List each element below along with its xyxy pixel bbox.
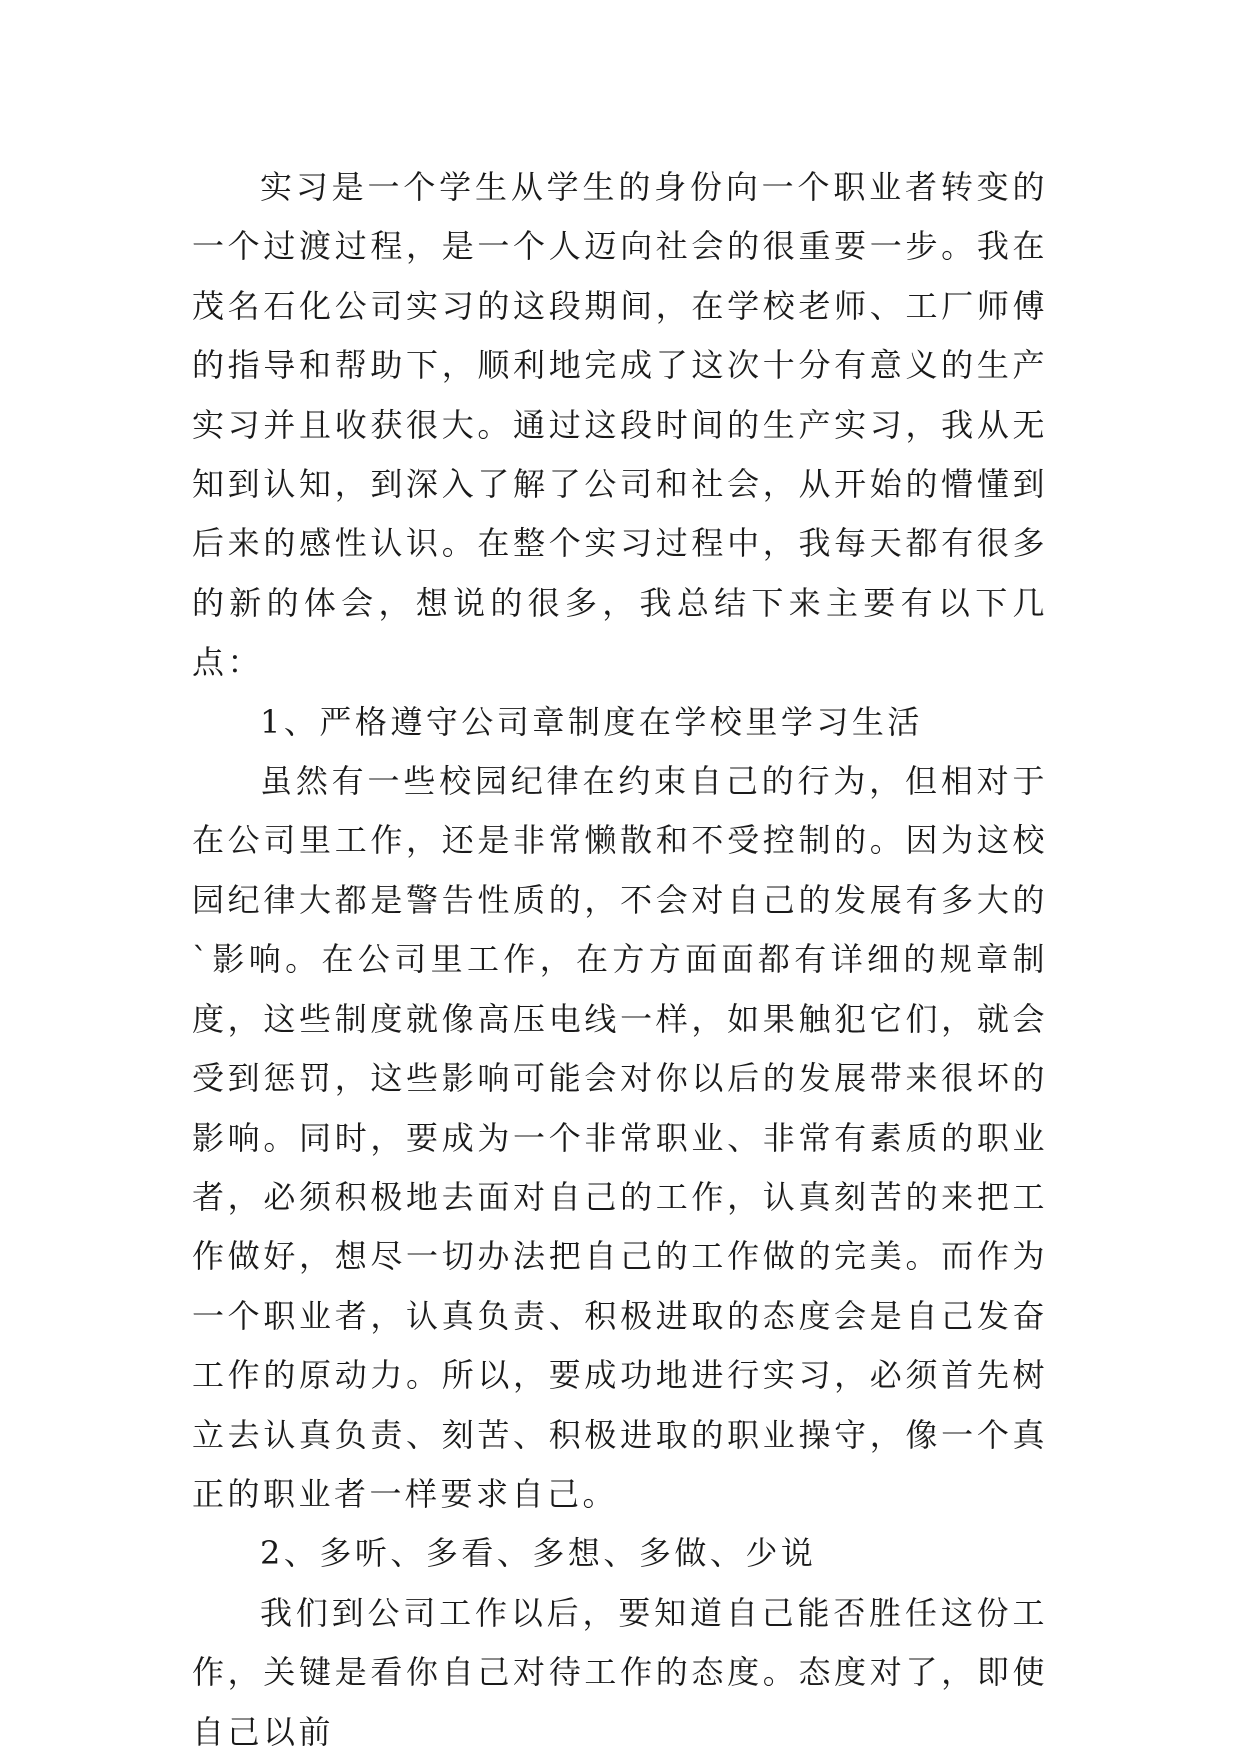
section-heading-1: 1、严格遵守公司章制度在学校里学习生活 [260, 702, 923, 741]
document-body [192, 158, 1048, 1762]
intro-paragraph: 实习是一个学生从学生的身份向一个职业者转变的一个过渡过程，是一个人迈向社会的很重要一步。我在茂名石化公司实习的这段期间，在学校老师、工厂师傅的指导和帮助下，顺利地完成了这次十分有意义的生产实习并且收获很大。通过这段时间的生产实习，我从无知到认知，到深入了解了公司和社会，从开始的懵懂到后来的感性认识。在整个实习过程中，我每天都有很多的新的体会，想说的很多，我总结下来主要有以下几点： [192, 168, 1048, 682]
section-2-paragraph: 我们到公司工作以后，要知道自己能否胜任这份工作，关键是看你自己对待工作的态度。态度对了，即使自己以前 [192, 1593, 1048, 1751]
section-heading-2: 2、多听、多看、多想、多做、少说 [260, 1534, 817, 1573]
section-1-paragraph: 虽然有一些校园纪律在约束自己的行为，但相对于在公司里工作，还是非常懒散和不受控制的。因为这校园纪律大都是警告性质的，不会对自己的发展有多大的`影响。在公司里工作，在方方面面都有详细的规章制度，这些制度就像高压电线一样，如果触犯它们，就会受到惩罚，这些影响可能会对你以后的发展带来很坏的影响。同时，要成为一个非常职业、非常有素质的职业者，必须积极地去面对自己的工作，认真刻苦的来把工作做好，想尽一切办法把自己的工作做的完美。而作为一个职业者，认真负责、积极进取的态度会是自己发奋工作的原动力。所以，要成功地进行实习，必须首先树立去认真负责、刻苦、积极进取的职业操守，像一个真正的职业者一样要求自己。 [192, 762, 1048, 1513]
